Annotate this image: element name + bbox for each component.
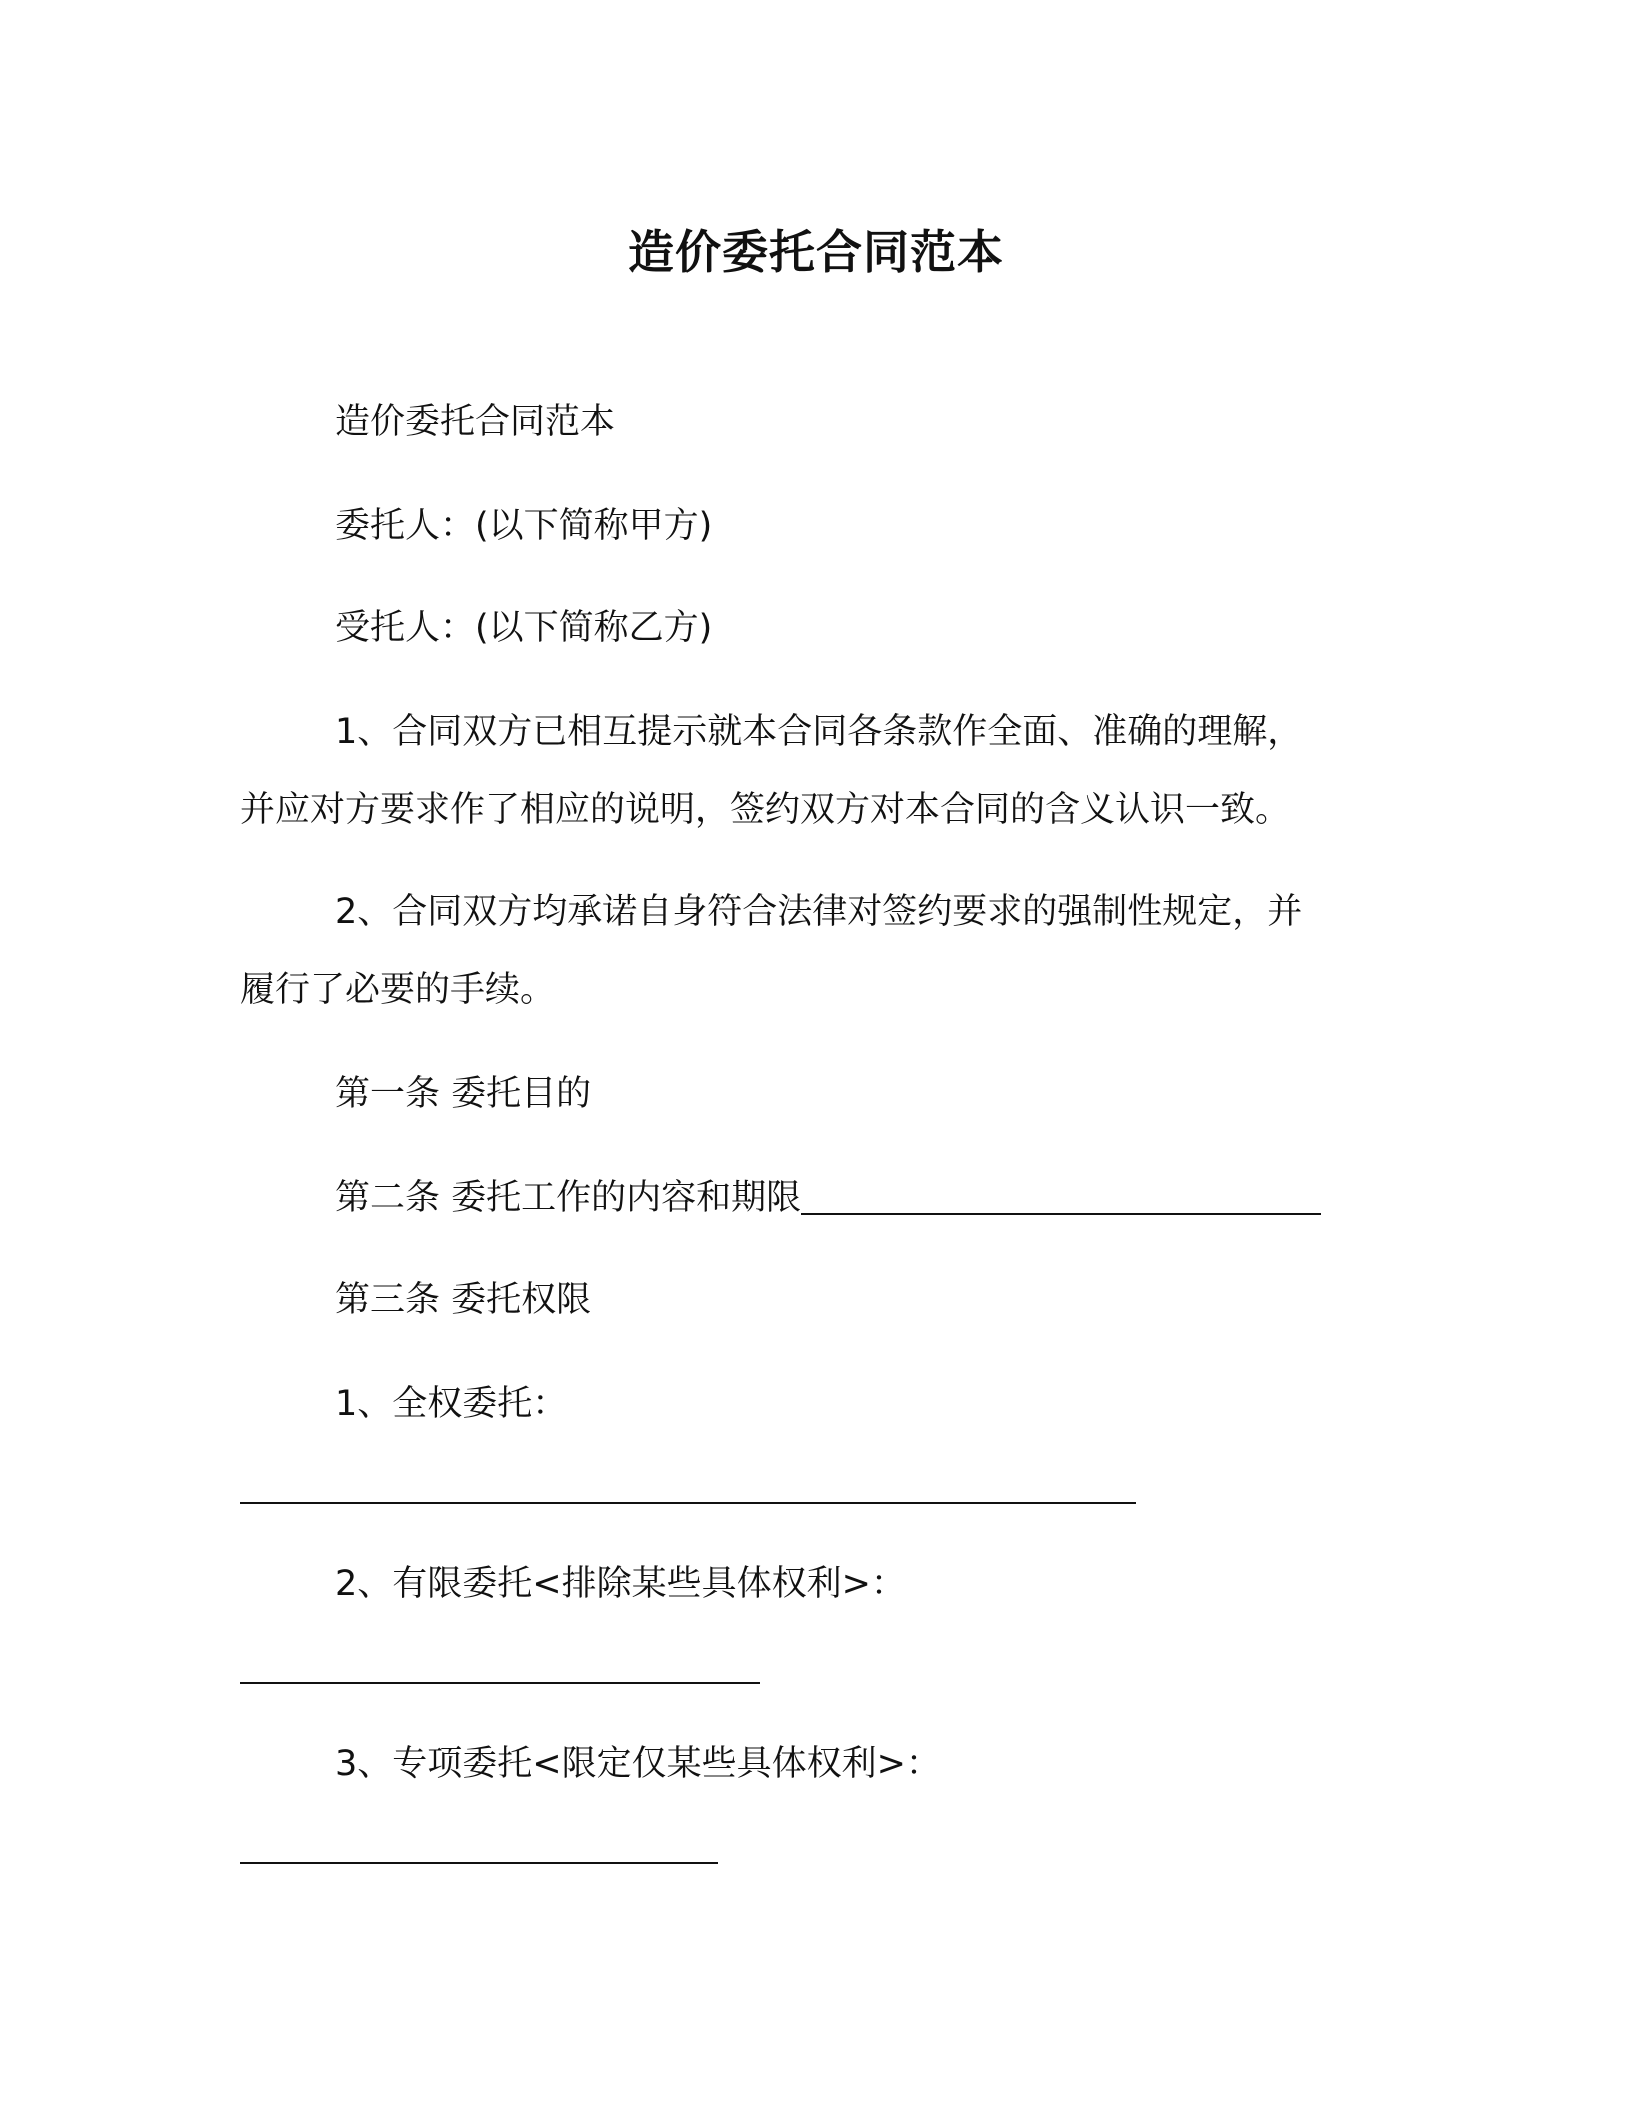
fill-in-blank	[240, 1502, 1136, 1504]
special-authority-item	[240, 1724, 1390, 1804]
paragraph-text: 第三条 委托权限	[335, 1280, 592, 1320]
paragraph-client	[240, 486, 1390, 566]
document-title: 造价委托合同范本	[628, 225, 1004, 279]
paragraph-text: 第二条 委托工作的内容和期限	[335, 1178, 802, 1218]
paragraph-clause-2-line-2	[240, 950, 1390, 1030]
fill-in-blank	[240, 1682, 760, 1684]
paragraph-text: 委托人：(以下简称甲方)	[335, 506, 713, 546]
article-2-heading	[240, 1158, 1390, 1238]
fill-in-blank	[801, 1177, 1321, 1215]
paragraph-text: 受托人：(以下简称乙方)	[335, 608, 713, 648]
paragraph-text: 第一条 委托目的	[335, 1074, 592, 1114]
fill-in-blank	[240, 1862, 718, 1864]
paragraph-text: 造价委托合同范本	[335, 402, 616, 442]
paragraph-text: 2、有限委托<排除某些具体权利>：	[335, 1564, 906, 1604]
paragraph-text: 履行了必要的手续。	[240, 970, 556, 1010]
paragraph-clause-2-line-1	[240, 872, 1390, 952]
paragraph-text: 1、全权委托：	[335, 1384, 568, 1424]
paragraph-text: 1、合同双方已相互提示就本合同各条款作全面、准确的理解，	[335, 712, 1303, 752]
paragraph-text: 3、专项委托<限定仅某些具体权利>：	[335, 1744, 941, 1784]
article-1-heading	[240, 1054, 1390, 1134]
paragraph-text: 并应对方要求作了相应的说明，签约双方对本合同的含义认识一致。	[240, 790, 1291, 830]
article-3-heading	[240, 1260, 1390, 1340]
full-authority-item	[240, 1364, 1390, 1444]
paragraph-clause-1-line-1	[240, 692, 1390, 772]
paragraph-text: 2、合同双方均承诺自身符合法律对签约要求的强制性规定，并	[335, 892, 1303, 932]
limited-authority-item	[240, 1544, 1390, 1624]
paragraph-clause-1-line-2	[240, 770, 1390, 850]
paragraph-trustee	[240, 588, 1390, 668]
paragraph-heading	[240, 382, 1390, 462]
